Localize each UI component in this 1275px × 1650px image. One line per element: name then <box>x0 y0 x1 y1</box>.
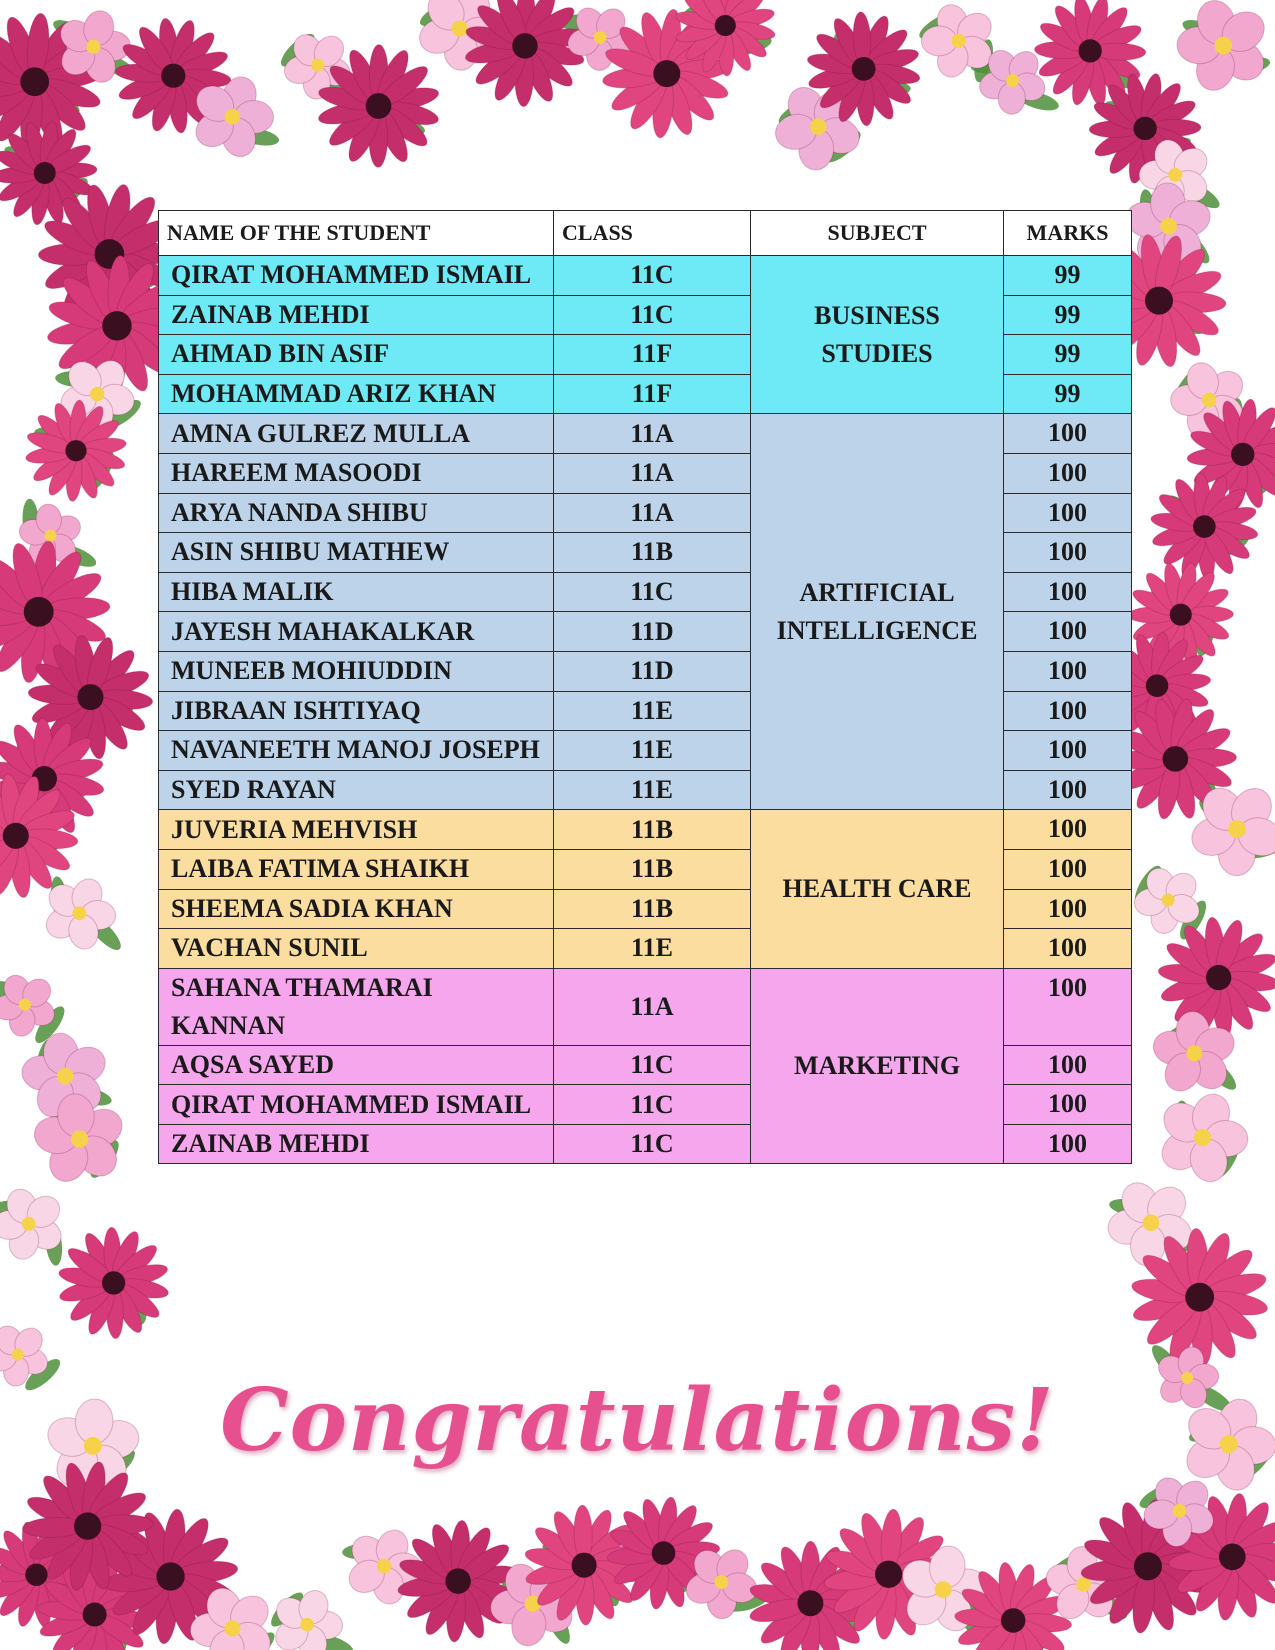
student-name: VACHAN SUNIL <box>159 929 554 969</box>
subject-business-studies: BUSINESS STUDIES <box>751 256 1004 414</box>
student-marks: 100 <box>1004 849 1132 889</box>
student-marks: 100 <box>1004 1045 1132 1085</box>
student-name: SAHANA THAMARAI KANNAN <box>159 968 554 1045</box>
flower-decoration <box>464 0 587 107</box>
student-marks: 100 <box>1004 612 1132 652</box>
student-name: JUVERIA MEHVISH <box>159 810 554 850</box>
flower-decoration <box>57 1227 169 1339</box>
student-class: 11C <box>554 1124 751 1164</box>
student-name: ZAINAB MEHDI <box>159 1124 554 1164</box>
subject-marketing: MARKETING <box>751 968 1004 1164</box>
header-marks: MARKS <box>1004 211 1132 256</box>
student-class: 11C <box>554 256 751 296</box>
student-class: 11A <box>554 493 751 533</box>
student-name: SYED RAYAN <box>159 770 554 810</box>
student-name: ASIN SHIBU MATHEW <box>159 533 554 573</box>
flower-decoration <box>1155 1089 1249 1186</box>
student-class: 11A <box>554 453 751 493</box>
student-marks: 100 <box>1004 1124 1132 1164</box>
student-name: JIBRAAN ISHTIYAQ <box>159 691 554 731</box>
student-class: 11F <box>554 335 751 375</box>
student-marks: 100 <box>1004 651 1132 691</box>
student-marks: 100 <box>1004 889 1132 929</box>
flower-decoration <box>1157 916 1275 1038</box>
student-name: ARYA NANDA SHIBU <box>159 493 554 533</box>
student-class: 11C <box>554 295 751 335</box>
student-marks: 100 <box>1004 414 1132 454</box>
student-class: 11A <box>554 414 751 454</box>
table-row <box>159 414 1132 454</box>
student-marks: 100 <box>1004 493 1132 533</box>
flower-decoration <box>1177 0 1272 95</box>
student-class: 11B <box>554 889 751 929</box>
student-name: MUNEEB MOHIUDDIN <box>159 651 554 691</box>
table-row <box>159 256 1132 296</box>
student-class: 11C <box>554 1085 751 1125</box>
student-marks: 100 <box>1004 1085 1132 1125</box>
student-marks: 99 <box>1004 256 1132 296</box>
table-header-row <box>159 211 1132 256</box>
student-marks: 100 <box>1004 453 1132 493</box>
student-class: 11E <box>554 731 751 771</box>
student-name: QIRAT MOHAMMED ISMAIL <box>159 256 554 296</box>
student-name: SHEEMA SADIA KHAN <box>159 889 554 929</box>
student-class: 11C <box>554 572 751 612</box>
student-marks: 100 <box>1004 572 1132 612</box>
subject-artificial-intelligence: ARTIFICIAL INTELLIGENCE <box>751 414 1004 810</box>
student-name: AMNA GULREZ MULLA <box>159 414 554 454</box>
student-marks: 100 <box>1004 810 1132 850</box>
student-marks: 100 <box>1004 731 1132 771</box>
header-name: NAME OF THE STUDENT <box>159 211 554 256</box>
student-name: AHMAD BIN ASIF <box>159 335 554 375</box>
student-marks: 100 <box>1004 929 1132 969</box>
student-class: 11B <box>554 810 751 850</box>
student-class: 11F <box>554 374 751 414</box>
flower-decoration <box>397 1520 520 1643</box>
congratulations-text: Congratulations! <box>220 1370 1055 1471</box>
student-name: ZAINAB MEHDI <box>159 295 554 335</box>
student-marks: 100 <box>1004 770 1132 810</box>
student-marks: 100 <box>1004 691 1132 731</box>
table-row <box>159 810 1132 850</box>
student-class: 11E <box>554 770 751 810</box>
student-class: 11D <box>554 651 751 691</box>
student-class: 11D <box>554 612 751 652</box>
student-marks: 100 <box>1004 968 1132 1045</box>
student-name: AQSA SAYED <box>159 1045 554 1085</box>
student-class: 11E <box>554 691 751 731</box>
subject-health-care: HEALTH CARE <box>751 810 1004 968</box>
header-subject: SUBJECT <box>751 211 1004 256</box>
student-name: HIBA MALIK <box>159 572 554 612</box>
student-name: NAVANEETH MANOJ JOSEPH <box>159 731 554 771</box>
student-name: HAREEM MASOODI <box>159 453 554 493</box>
header-class: CLASS <box>554 211 751 256</box>
student-marks: 99 <box>1004 295 1132 335</box>
student-name: JAYESH MAHAKALKAR <box>159 612 554 652</box>
student-class: 11B <box>554 849 751 889</box>
student-class: 11C <box>554 1045 751 1085</box>
student-name: MOHAMMAD ARIZ KHAN <box>159 374 554 414</box>
student-class: 11B <box>554 533 751 573</box>
student-class: 11E <box>554 929 751 969</box>
table-row <box>159 968 1132 1045</box>
student-marks: 99 <box>1004 374 1132 414</box>
student-name: QIRAT MOHAMMED ISMAIL <box>159 1085 554 1125</box>
student-class: 11A <box>554 968 751 1045</box>
student-name: LAIBA FATIMA SHAIKH <box>159 849 554 889</box>
student-marks: 100 <box>1004 533 1132 573</box>
results-table <box>158 210 1132 1164</box>
student-marks: 99 <box>1004 335 1132 375</box>
